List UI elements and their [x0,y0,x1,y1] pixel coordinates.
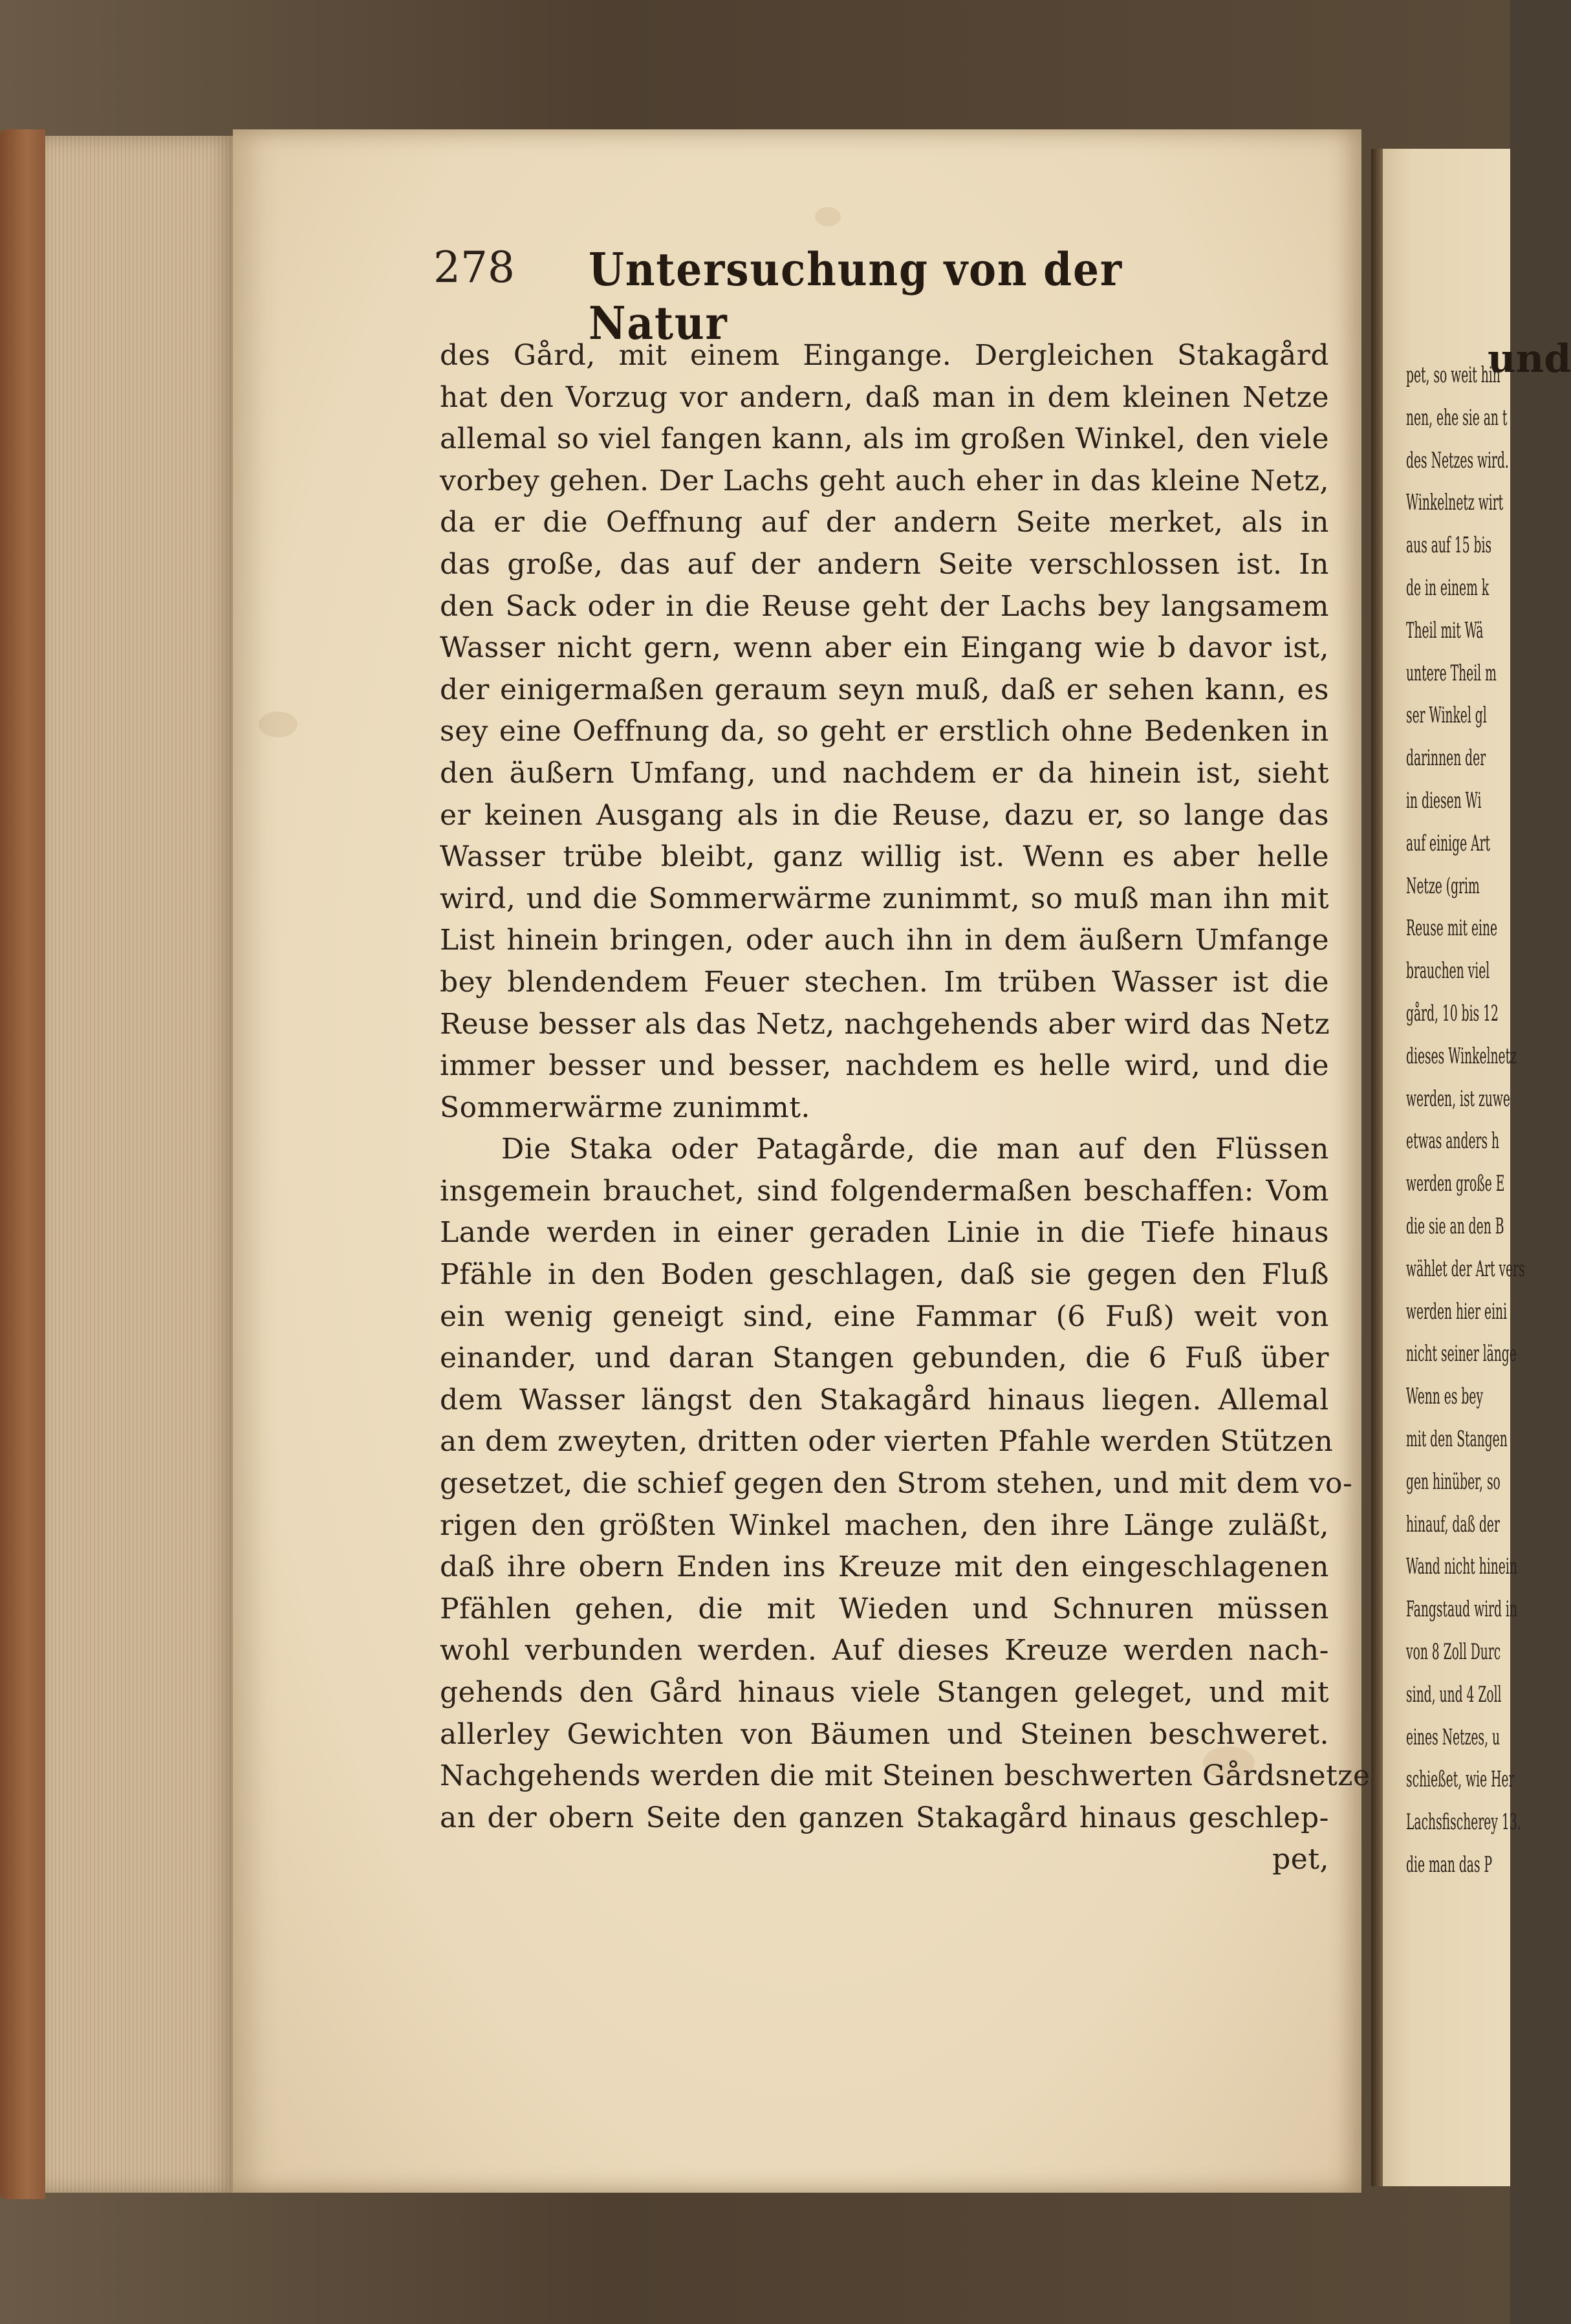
page-header [433,243,1339,350]
adjacent-page-line: brauchen viel [1406,958,1490,984]
paragraph-end-line: Sommerwärme zunimmt. [440,1091,810,1124]
adjacent-page-line: die man das P [1406,1852,1493,1878]
adjacent-page-line: Fangstaud wird in [1406,1596,1517,1623]
text-line: den Sack oder in die Reuse geht der Lachs bey langsamem [440,589,1329,623]
adjacent-page-line: de in einem k [1406,575,1490,601]
adjacent-page-line: schießet, wie Her [1406,1766,1515,1793]
adjacent-page-line: darinnen der [1406,745,1486,772]
text-line: wird, und die Sommerwärme zunimmt, so muß man ihn mit [440,882,1329,915]
adjacent-page-line: sind, und 4 Zoll [1406,1681,1502,1708]
adjacent-page-line: etwas anders h [1406,1128,1500,1155]
text-line: dem Wasser längst den Stakagård hinaus liegen. Allemal [440,1383,1329,1417]
adjacent-page-line: von 8 Zoll Durc [1406,1639,1501,1665]
text-line: gesetzet, die schief gegen den Strom stehen, und mit dem vo- [440,1467,1353,1501]
text-line: Wasser trübe bleibt, ganz willig ist. Wenn es aber helle [440,840,1329,874]
text-line: immer besser und besser, nachdem es helle wird, und die [440,1049,1329,1083]
paper-stain [815,207,841,226]
adjacent-page-line: gen hinüber, so [1406,1468,1501,1495]
adjacent-page-line: wählet der Art vers [1406,1255,1525,1282]
text-line: Wasser nicht gern, wenn aber ein Eingang wie b davor ist, [440,631,1329,665]
text-line: allemal so viel fangen kann, als im großen Winkel, den viele [440,422,1329,456]
adjacent-page-line: ser Winkel gl [1406,702,1487,729]
text-line: vorbey gehen. Der Lachs geht auch eher in das kleine Netz, [440,464,1329,497]
book-cover-edge [0,129,45,2199]
text-line: wohl verbunden werden. Auf dieses Kreuze werden nach- [440,1634,1329,1667]
text-line: das große, das auf der andern Seite verschlossen ist. In [440,547,1329,581]
text-line: insgemein brauchet, sind folgendermaßen beschaffen: Vom [440,1174,1329,1208]
text-line: der einigermaßen geraum seyn muß, daß er sehen kann, es [440,673,1329,706]
paragraph-start-line: Die Staka oder Patagårde, die man auf den Flüssen [501,1133,1329,1166]
adjacent-page-line: Theil mit Wä [1406,617,1484,644]
adjacent-page-line: Winkelnetz wirt [1406,490,1504,516]
adjacent-page-line: hinauf, daß der [1406,1511,1500,1537]
adjacent-page-line: auf einige Art [1406,830,1491,856]
text-line: an dem zweyten, dritten oder vierten Pfahle werden Stützen [440,1425,1334,1459]
adjacent-page-line: werden große E [1406,1171,1505,1197]
text-line: allerley Gewichten von Bäumen und Steinen beschweret. [440,1717,1329,1751]
text-line: rigen den größten Winkel machen, den ihre Länge zuläßt, [440,1508,1329,1542]
text-line: an der obern Seite den ganzen Stakagård hinaus geschlep- [440,1801,1329,1834]
text-line: ein wenig geneigt sind, eine Fammar (6 Fuß) weit von [440,1299,1329,1333]
adjacent-page-line: Wenn es bey [1406,1384,1484,1410]
text-line: da er die Oeffnung auf der andern Seite merket, als in [440,506,1329,539]
book-gutter [1371,149,1383,2186]
adjacent-page-line: Lachsfischerey 13. [1406,1809,1521,1836]
adjacent-page-header: und [1488,336,1571,382]
text-line: den äußern Umfang, und nachdem er da hinein ist, sieht [440,756,1329,790]
adjacent-page-line: nen, ehe sie an t [1406,404,1508,431]
text-line: Pfähle in den Boden geschlagen, daß sie gegen den Fluß [440,1258,1329,1292]
text-line: einander, und daran Stangen gebunden, die 6 Fuß über [440,1341,1329,1375]
adjacent-page-line: werden hier eini [1406,1298,1508,1325]
text-line: er keinen Ausgang als in die Reuse, dazu er, so lange das [440,798,1329,832]
text-line: Pfählen gehen, die mit Wieden und Schnuren müssen [440,1592,1329,1625]
adjacent-page-line: gård, 10 bis 12 [1406,1001,1499,1026]
text-line: sey eine Oeffnung da, so geht er erstlich ohne Bedenken in [440,715,1329,748]
text-line: gehends den Gård hinaus viele Stangen geleget, und mit [440,1676,1329,1709]
text-line: des Gård, mit einem Eingange. Dergleichen Stakagård [440,339,1329,372]
adjacent-page-line: nicht seiner länge [1406,1341,1517,1367]
adjacent-page-line: pet, so weit hin [1406,362,1501,388]
adjacent-page-line: Netze (grim [1406,873,1480,899]
text-line: List hinein bringen, oder auch ihn in dem äußern Umfange [440,924,1329,957]
adjacent-page-line: aus auf 15 bis [1406,532,1492,559]
text-line: Reuse besser als das Netz, nachgehends aber wird das Netz [440,1007,1330,1041]
adjacent-page-line: Reuse mit eine [1406,915,1498,942]
adjacent-page-fragment [1371,149,1571,2186]
adjacent-page-line: die sie an den B [1406,1213,1504,1239]
adjacent-page-line: werden, ist zuwe [1406,1085,1510,1112]
page-number: 278 [433,243,515,292]
adjacent-page-line: mit den Stangen [1406,1426,1508,1452]
text-line: hat den Vorzug vor andern, daß man in dem kleinen Netze [440,380,1329,414]
paper-stain [259,711,298,737]
text-line: daß ihre obern Enden ins Kreuze mit den eingeschlagenen [440,1550,1329,1584]
text-line: bey blendendem Feuer stechen. Im trüben Wasser ist die [440,965,1329,999]
page-block-edges [45,136,239,2193]
adjacent-page-line: Wand nicht hinein [1406,1554,1517,1580]
adjacent-page-line: eines Netzes, u [1406,1724,1501,1750]
adjacent-page-line: dieses Winkelnetz [1406,1043,1517,1069]
adjacent-page-line: in diesen Wi [1406,788,1482,814]
body-text [440,335,1371,1881]
text-line: Nachgehends werden die mit Steinen beschwerten Gårdsnetze [440,1759,1371,1793]
running-title: Untersuchung von der Natur [589,243,1123,350]
catchword: pet, [1272,1843,1329,1876]
adjacent-page-line: untere Theil m [1406,660,1497,686]
adjacent-page-line: des Netzes wird. [1406,447,1509,473]
text-line: Lande werden in einer geraden Linie in die Tiefe hinaus [440,1216,1329,1250]
